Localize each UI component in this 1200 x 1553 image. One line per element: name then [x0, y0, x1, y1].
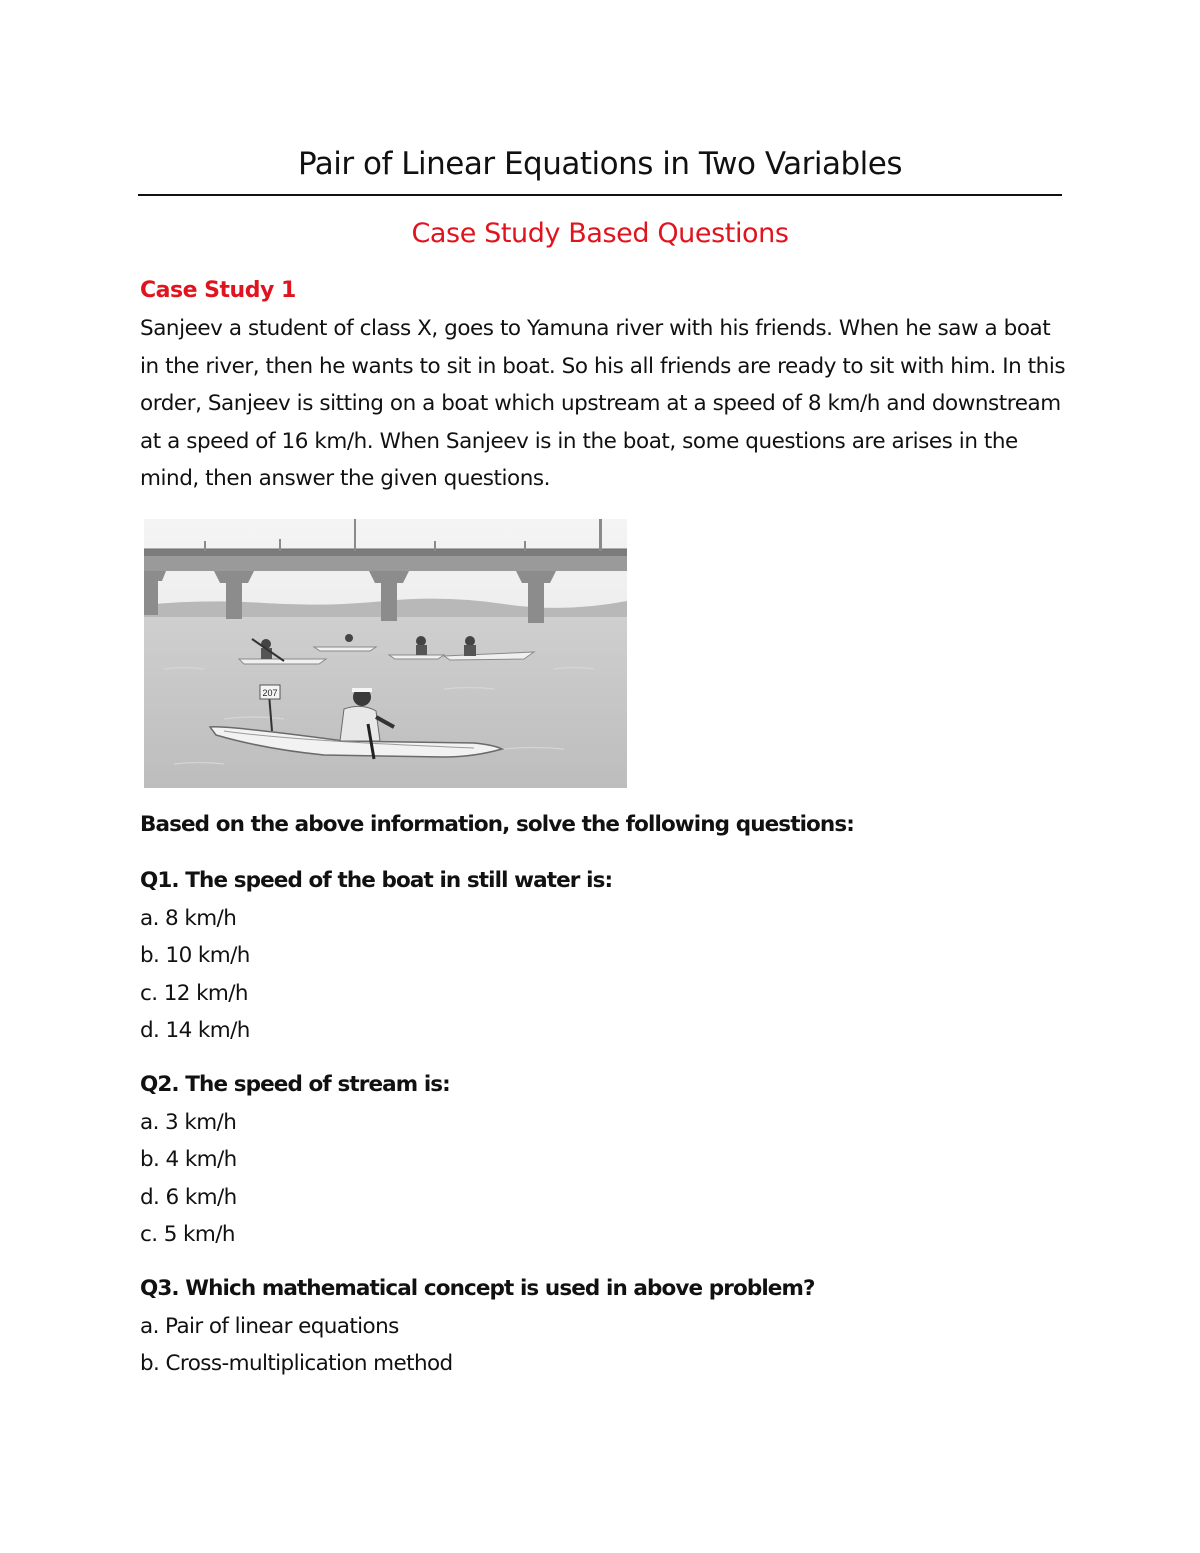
option-c: c. 12 km/h: [140, 980, 248, 1006]
option-a: a. Pair of linear equations: [140, 1313, 399, 1339]
option-a: a. 8 km/h: [140, 905, 237, 931]
option-b: b. Cross-multiplication method: [140, 1351, 453, 1377]
case-study-label: Case Study 1: [140, 278, 296, 303]
question-1: [140, 862, 612, 1050]
questions-intro: Based on the above information, solve the following questions:: [140, 812, 854, 837]
option-d: d. 6 km/h: [140, 1184, 237, 1210]
title-divider: [138, 194, 1062, 196]
case-study-paragraph: Sanjeev a student of class X, goes to Yamuna river with his friends. When he saw a boat in the river, then he wants to sit in boat. So his all friends are ready to sit with him. In this order, Sanjeev is sitting on a boat which upstream at a speed of 8 km/h and downstream at a speed of 16 km/h. When Sanjeev is in the boat, some questions are arises in the mind, then answer the given questions.: [140, 316, 1066, 492]
option-b: b. 4 km/h: [140, 1147, 237, 1173]
option-a: a. 3 km/h: [140, 1109, 237, 1135]
question-3: [140, 1270, 815, 1383]
question-text: Q2. The speed of stream is:: [140, 1072, 450, 1097]
question-2: [140, 1066, 450, 1254]
river-boat-illustration: [144, 519, 627, 788]
section-subtitle: Case Study Based Questions: [411, 218, 789, 249]
page-title: Pair of Linear Equations in Two Variables: [298, 146, 902, 182]
flag-number: 207: [262, 688, 278, 698]
option-b: b. 10 km/h: [140, 943, 250, 969]
question-text: Q3. Which mathematical concept is used in above problem?: [140, 1276, 815, 1301]
river-boat-photo: [144, 519, 627, 788]
question-text: Q1. The speed of the boat in still water is:: [140, 868, 613, 893]
option-c: c. 5 km/h: [140, 1222, 235, 1248]
option-d: d. 14 km/h: [140, 1018, 250, 1044]
